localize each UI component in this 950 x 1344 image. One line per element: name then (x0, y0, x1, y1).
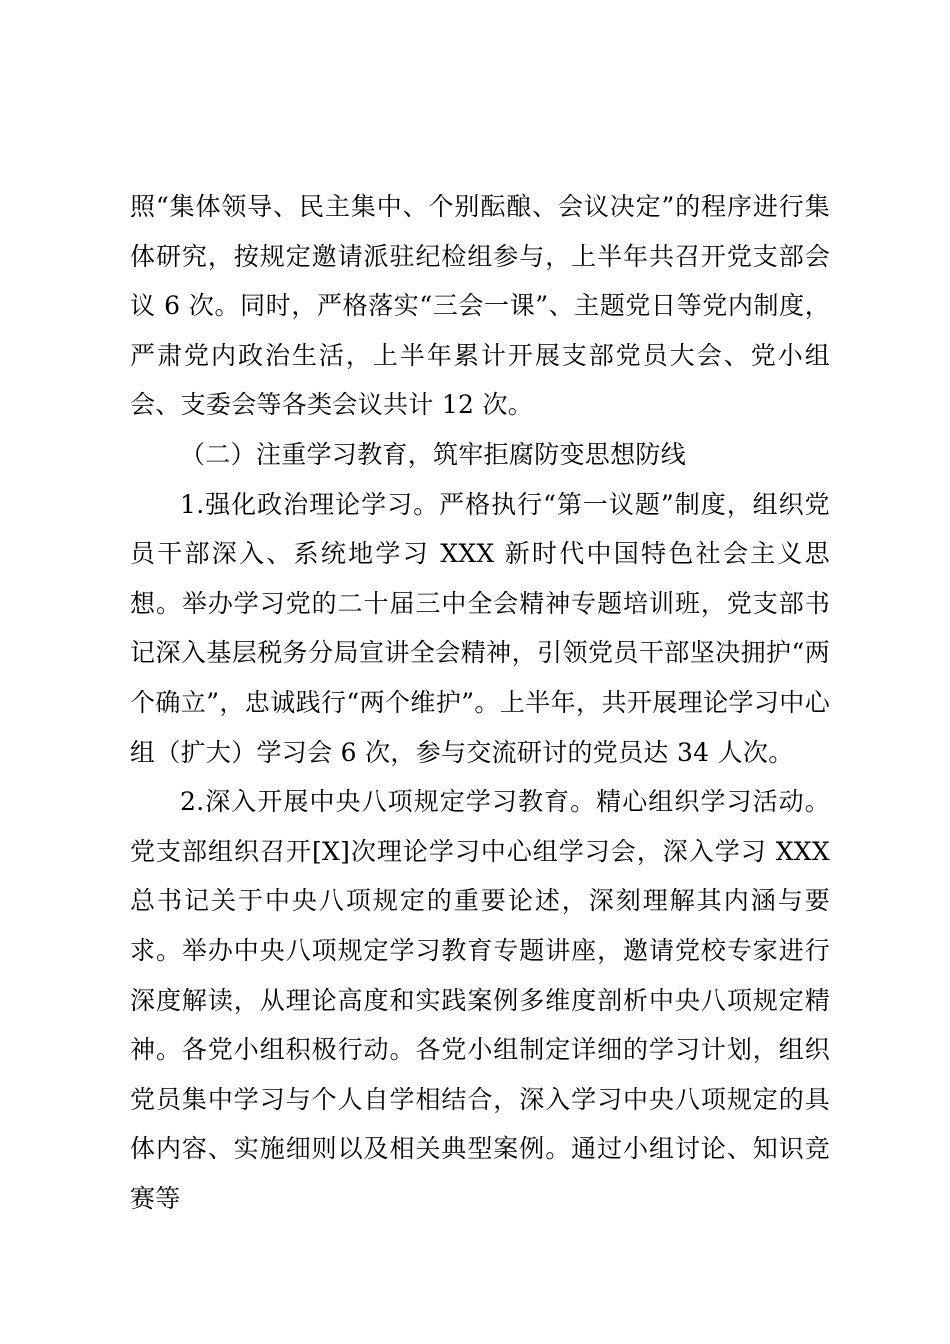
section-heading-study-education: （二）注重学习教育，筑牢拒腐防变思想防线 (180, 439, 687, 469)
paragraph-meeting-procedures: 照“集体领导、民主集中、个别酝酿、会议决定”的程序进行集体研究，按规定邀请派驻纪检组参与，上半年共召开党支部会议 6 次。同时，严格落实“三会一课”、主题党日等党内制度，严肃党内政治生活，上半年累计开展支部党员大会、党小组会、支委会等各类会议共计 12 次。 (130, 192, 830, 420)
document-body (130, 182, 830, 1223)
paragraph-political-theory-study: 1.强化政治理论学习。严格执行“第一议题”制度，组织党员干部深入、系统地学习 XXX 新时代中国特色社会主义思想。举办学习党的二十届三中全会精神专题培训班，党支部书记深入基层税务分局宣讲全会精神，引领党员干部坚决拥护“两个确立”，忠诚践行“两个维护”。上半年，共开展理论学习中心组（扩大）学习会 6 次，参与交流研讨的党员达 34 人次。 (130, 489, 830, 767)
paragraph-eight-point-regulation-study: 2.深入开展中央八项规定学习教育。精心组织学习活动。党支部组织召开[X]次理论学习中心组学习会，深入学习 XXX 总书记关于中央八项规定的重要论述，深刻理解其内涵与要求。举办中央八项规定学习教育专题讲座，邀请党校专家进行深度解读，从理论高度和实践案例多维度剖析中央八项规定精神。各党小组积极行动。各党小组制定详细的学习计划，组织党员集中学习与个人自学相结合，深入学习中央八项规定的具体内容、实施细则以及相关典型案例。通过小组讨论、知识竞赛等 (130, 787, 830, 1213)
